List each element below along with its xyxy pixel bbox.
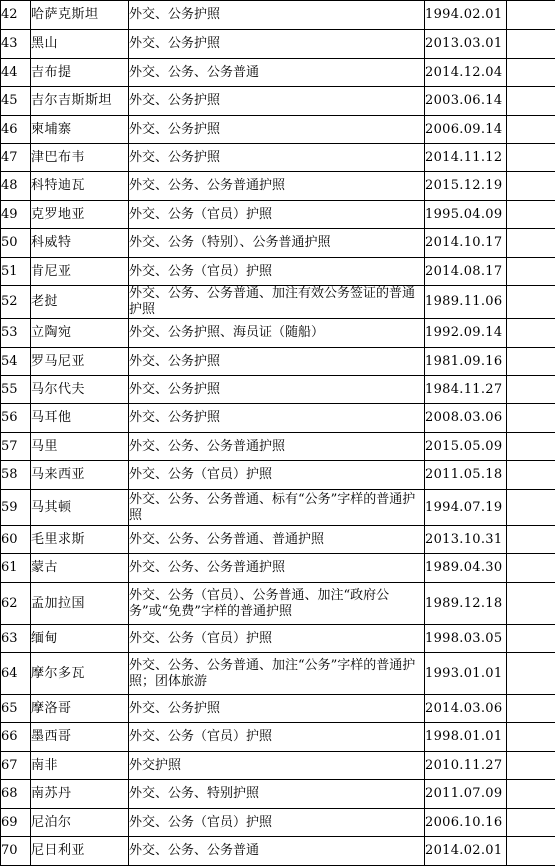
effective-date: 1994.07.19 xyxy=(425,490,507,526)
country-name: 尼泊尔 xyxy=(31,809,129,837)
empty-cell xyxy=(507,348,555,376)
table-row xyxy=(1,319,555,348)
country-name: 马里 xyxy=(31,433,129,461)
empty-cell xyxy=(507,116,555,144)
effective-date: 2006.09.14 xyxy=(425,116,507,144)
passport-types: 外交、公务（官员）护照 xyxy=(129,258,425,286)
table-row xyxy=(1,144,555,172)
row-number: 52 xyxy=(1,286,31,319)
table-row xyxy=(1,59,555,87)
empty-cell xyxy=(507,583,555,625)
table-row xyxy=(1,229,555,258)
empty-cell xyxy=(507,144,555,172)
passport-types: 外交、公务（官员）护照 xyxy=(129,625,425,653)
empty-cell xyxy=(507,809,555,837)
row-number: 46 xyxy=(1,116,31,144)
empty-cell xyxy=(507,30,555,59)
table-row xyxy=(1,376,555,404)
effective-date: 2014.12.04 xyxy=(425,59,507,87)
passport-types: 外交、公务、特别护照 xyxy=(129,780,425,809)
effective-date: 2003.06.14 xyxy=(425,87,507,116)
table-row xyxy=(1,258,555,286)
country-name: 吉布提 xyxy=(31,59,129,87)
empty-cell xyxy=(507,59,555,87)
row-number: 51 xyxy=(1,258,31,286)
effective-date: 2011.07.09 xyxy=(425,780,507,809)
row-number: 60 xyxy=(1,526,31,554)
passport-types: 外交、公务、公务普通护照 xyxy=(129,554,425,583)
passport-types: 外交、公务、公务普通 xyxy=(129,837,425,866)
table-row xyxy=(1,780,555,809)
passport-types: 外交、公务、公务普通 xyxy=(129,59,425,87)
empty-cell xyxy=(507,319,555,348)
country-name: 津巴布韦 xyxy=(31,144,129,172)
table-row xyxy=(1,1,555,30)
table-row xyxy=(1,404,555,433)
table-row xyxy=(1,433,555,461)
row-number: 43 xyxy=(1,30,31,59)
effective-date: 2010.11.27 xyxy=(425,752,507,780)
table-row xyxy=(1,30,555,59)
empty-cell xyxy=(507,526,555,554)
passport-types: 外交、公务、公务普通护照 xyxy=(129,172,425,201)
table-row xyxy=(1,348,555,376)
effective-date: 1992.09.14 xyxy=(425,319,507,348)
passport-types: 外交、公务护照、海员证（随船） xyxy=(129,319,425,348)
effective-date: 2008.03.06 xyxy=(425,404,507,433)
empty-cell xyxy=(507,752,555,780)
empty-cell xyxy=(507,461,555,490)
effective-date: 1995.04.09 xyxy=(425,201,507,229)
row-number: 45 xyxy=(1,87,31,116)
effective-date: 2014.11.12 xyxy=(425,144,507,172)
passport-types: 外交、公务护照 xyxy=(129,376,425,404)
passport-types: 外交、公务、公务普通护照 xyxy=(129,433,425,461)
country-name: 柬埔寨 xyxy=(31,116,129,144)
table-row xyxy=(1,723,555,752)
passport-types: 外交、公务护照 xyxy=(129,695,425,723)
row-number: 44 xyxy=(1,59,31,87)
table-row xyxy=(1,461,555,490)
country-name: 马来西亚 xyxy=(31,461,129,490)
passport-types: 外交、公务护照 xyxy=(129,1,425,30)
passport-types: 外交、公务护照 xyxy=(129,348,425,376)
row-number: 48 xyxy=(1,172,31,201)
empty-cell xyxy=(507,376,555,404)
row-number: 42 xyxy=(1,1,31,30)
passport-types: 外交、公务（官员）护照 xyxy=(129,809,425,837)
country-name: 克罗地亚 xyxy=(31,201,129,229)
table-row xyxy=(1,695,555,723)
effective-date: 1989.12.18 xyxy=(425,583,507,625)
effective-date: 2014.03.06 xyxy=(425,695,507,723)
effective-date: 2014.02.01 xyxy=(425,837,507,866)
country-name: 马耳他 xyxy=(31,404,129,433)
country-name: 南苏丹 xyxy=(31,780,129,809)
row-number: 57 xyxy=(1,433,31,461)
table-row xyxy=(1,116,555,144)
row-number: 64 xyxy=(1,653,31,695)
empty-cell xyxy=(507,490,555,526)
effective-date: 2014.08.17 xyxy=(425,258,507,286)
row-number: 69 xyxy=(1,809,31,837)
empty-cell xyxy=(507,625,555,653)
country-name: 哈萨克斯坦 xyxy=(31,1,129,30)
row-number: 47 xyxy=(1,144,31,172)
table-row xyxy=(1,87,555,116)
empty-cell xyxy=(507,723,555,752)
row-number: 66 xyxy=(1,723,31,752)
effective-date: 1989.04.30 xyxy=(425,554,507,583)
country-name: 老挝 xyxy=(31,286,129,319)
table-row xyxy=(1,490,555,526)
empty-cell xyxy=(507,286,555,319)
country-name: 科威特 xyxy=(31,229,129,258)
effective-date: 2013.03.01 xyxy=(425,30,507,59)
row-number: 49 xyxy=(1,201,31,229)
empty-cell xyxy=(507,837,555,866)
table-row xyxy=(1,809,555,837)
effective-date: 1994.02.01 xyxy=(425,1,507,30)
country-name: 尼日利亚 xyxy=(31,837,129,866)
empty-cell xyxy=(507,780,555,809)
effective-date: 1989.11.06 xyxy=(425,286,507,319)
passport-types: 外交、公务护照 xyxy=(129,87,425,116)
passport-types: 外交、公务护照 xyxy=(129,30,425,59)
passport-types: 外交、公务（官员）、公务普通、加注“政府公务”或“免费”字样的普通护照 xyxy=(129,583,425,625)
country-name: 摩洛哥 xyxy=(31,695,129,723)
row-number: 68 xyxy=(1,780,31,809)
table-row xyxy=(1,752,555,780)
effective-date: 1981.09.16 xyxy=(425,348,507,376)
empty-cell xyxy=(507,87,555,116)
table-row xyxy=(1,837,555,866)
country-name: 毛里求斯 xyxy=(31,526,129,554)
passport-types: 外交、公务（官员）护照 xyxy=(129,461,425,490)
table-row xyxy=(1,286,555,319)
empty-cell xyxy=(507,554,555,583)
empty-cell xyxy=(507,201,555,229)
country-name: 南非 xyxy=(31,752,129,780)
passport-types: 外交、公务（官员）护照 xyxy=(129,723,425,752)
table-row xyxy=(1,653,555,695)
empty-cell xyxy=(507,258,555,286)
row-number: 50 xyxy=(1,229,31,258)
empty-cell xyxy=(507,172,555,201)
effective-date: 1998.03.05 xyxy=(425,625,507,653)
effective-date: 2014.10.17 xyxy=(425,229,507,258)
passport-types: 外交、公务护照 xyxy=(129,404,425,433)
country-name: 黑山 xyxy=(31,30,129,59)
table-row xyxy=(1,625,555,653)
empty-cell xyxy=(507,653,555,695)
table-row xyxy=(1,201,555,229)
row-number: 54 xyxy=(1,348,31,376)
empty-cell xyxy=(507,404,555,433)
country-name: 马尔代夫 xyxy=(31,376,129,404)
empty-cell xyxy=(507,229,555,258)
passport-types: 外交、公务、公务普通、标有“公务”字样的普通护照 xyxy=(129,490,425,526)
table-body xyxy=(1,1,555,866)
effective-date: 1984.11.27 xyxy=(425,376,507,404)
country-name: 蒙古 xyxy=(31,554,129,583)
country-name: 肯尼亚 xyxy=(31,258,129,286)
row-number: 56 xyxy=(1,404,31,433)
table-row xyxy=(1,554,555,583)
row-number: 58 xyxy=(1,461,31,490)
passport-types: 外交、公务、公务普通、加注“公务”字样的普通护照；团体旅游 xyxy=(129,653,425,695)
country-name: 孟加拉国 xyxy=(31,583,129,625)
country-name: 罗马尼亚 xyxy=(31,348,129,376)
passport-types: 外交、公务（特别）、公务普通护照 xyxy=(129,229,425,258)
effective-date: 1998.01.01 xyxy=(425,723,507,752)
effective-date: 2006.10.16 xyxy=(425,809,507,837)
effective-date: 2015.05.09 xyxy=(425,433,507,461)
row-number: 55 xyxy=(1,376,31,404)
country-name: 吉尔吉斯斯坦 xyxy=(31,87,129,116)
country-name: 马其顿 xyxy=(31,490,129,526)
passport-types: 外交、公务（官员）护照 xyxy=(129,201,425,229)
effective-date: 2011.05.18 xyxy=(425,461,507,490)
empty-cell xyxy=(507,433,555,461)
country-name: 立陶宛 xyxy=(31,319,129,348)
row-number: 61 xyxy=(1,554,31,583)
country-name: 缅甸 xyxy=(31,625,129,653)
empty-cell xyxy=(507,695,555,723)
row-number: 59 xyxy=(1,490,31,526)
row-number: 62 xyxy=(1,583,31,625)
row-number: 65 xyxy=(1,695,31,723)
passport-types: 外交、公务、公务普通、加注有效公务签证的普通护照 xyxy=(129,286,425,319)
effective-date: 2015.12.19 xyxy=(425,172,507,201)
row-number: 67 xyxy=(1,752,31,780)
passport-types: 外交护照 xyxy=(129,752,425,780)
country-name: 摩尔多瓦 xyxy=(31,653,129,695)
row-number: 70 xyxy=(1,837,31,866)
country-name: 科特迪瓦 xyxy=(31,172,129,201)
passport-types: 外交、公务护照 xyxy=(129,144,425,172)
row-number: 63 xyxy=(1,625,31,653)
empty-cell xyxy=(507,1,555,30)
table-row xyxy=(1,526,555,554)
row-number: 53 xyxy=(1,319,31,348)
effective-date: 1993.01.01 xyxy=(425,653,507,695)
table-row xyxy=(1,583,555,625)
passport-types: 外交、公务、公务普通、普通护照 xyxy=(129,526,425,554)
table-row xyxy=(1,172,555,201)
country-name: 墨西哥 xyxy=(31,723,129,752)
passport-types: 外交、公务护照 xyxy=(129,116,425,144)
effective-date: 2013.10.31 xyxy=(425,526,507,554)
